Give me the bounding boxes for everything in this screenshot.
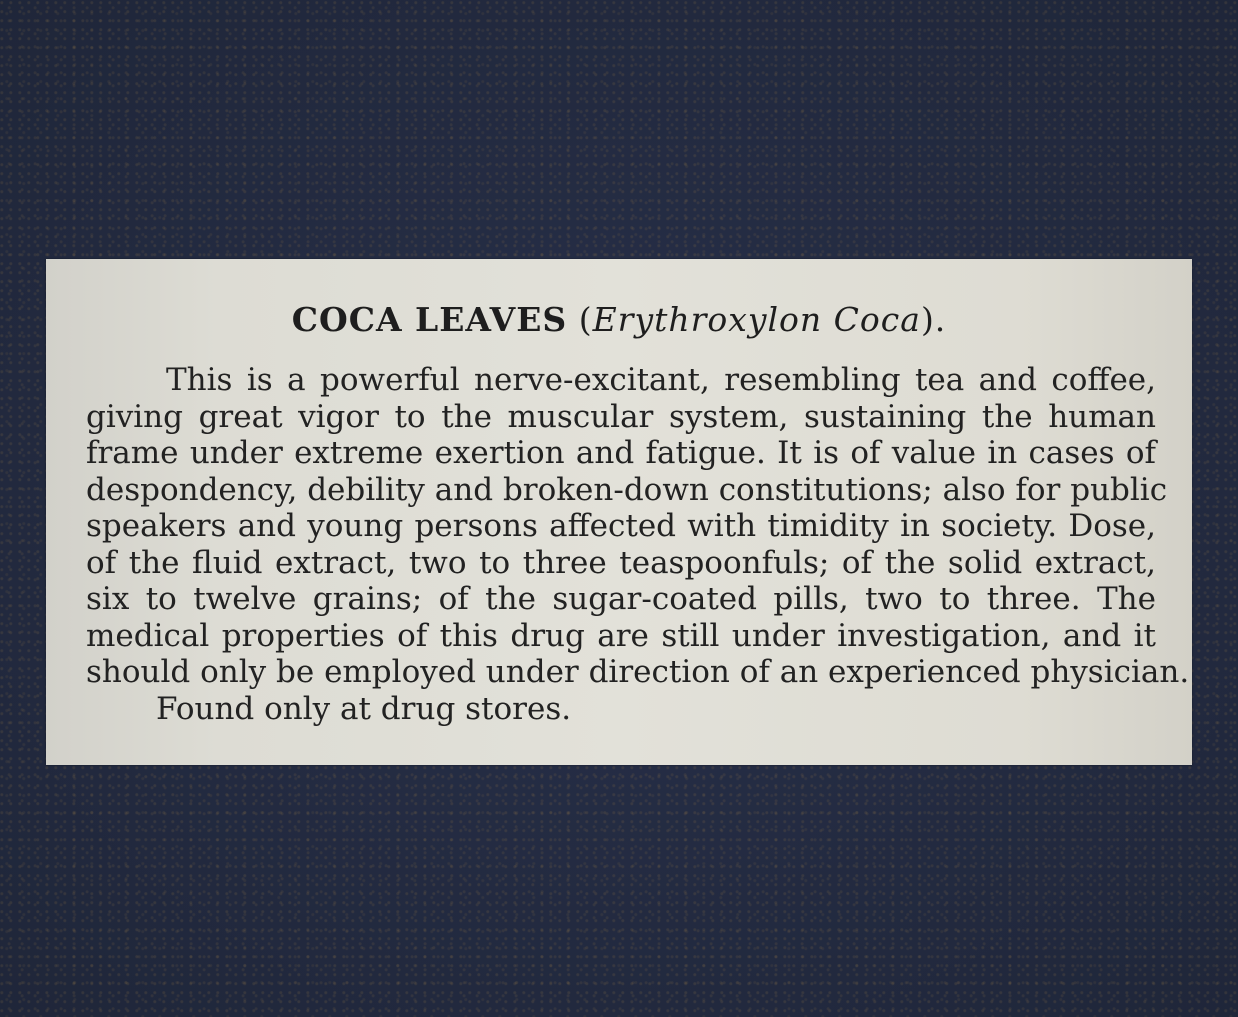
paragraph-line: medical properties of this drug are still under investigation, and it xyxy=(86,617,1156,654)
paragraph-line: of the fluid extract, two to three teaspoonfuls; of the solid extract, xyxy=(86,544,1156,581)
paragraph-line: frame under extreme exertion and fatigue. It is of value in cases of xyxy=(86,435,1156,471)
title-caps: COCA LEAVES xyxy=(291,300,568,339)
paragraph-line: despondency, debility and broken-down constitutions; also for public xyxy=(86,471,1168,508)
newspaper-clipping xyxy=(46,259,1192,765)
paragraph-line: This is a powerful nerve-excitant, resembling tea and coffee, xyxy=(166,362,1156,398)
paragraph-line: six to twelve grains; of the sugar-coated pills, two to three. The xyxy=(86,581,1156,617)
closing-line: Found only at drug stores. xyxy=(156,690,572,727)
paragraph-line: giving great vigor to the muscular system, sustaining the human xyxy=(86,398,1156,435)
paragraph-line: speakers and young persons affected with timidity in society. Dose, xyxy=(86,508,1156,544)
clipping-title: COCA LEAVES (Erythroxylon Coca). xyxy=(291,300,947,339)
paragraph-line: should only be employed under direction of an experienced physician. xyxy=(86,654,1190,690)
clipping-body xyxy=(86,362,1190,727)
title-species: Erythroxylon Coca xyxy=(592,300,921,339)
